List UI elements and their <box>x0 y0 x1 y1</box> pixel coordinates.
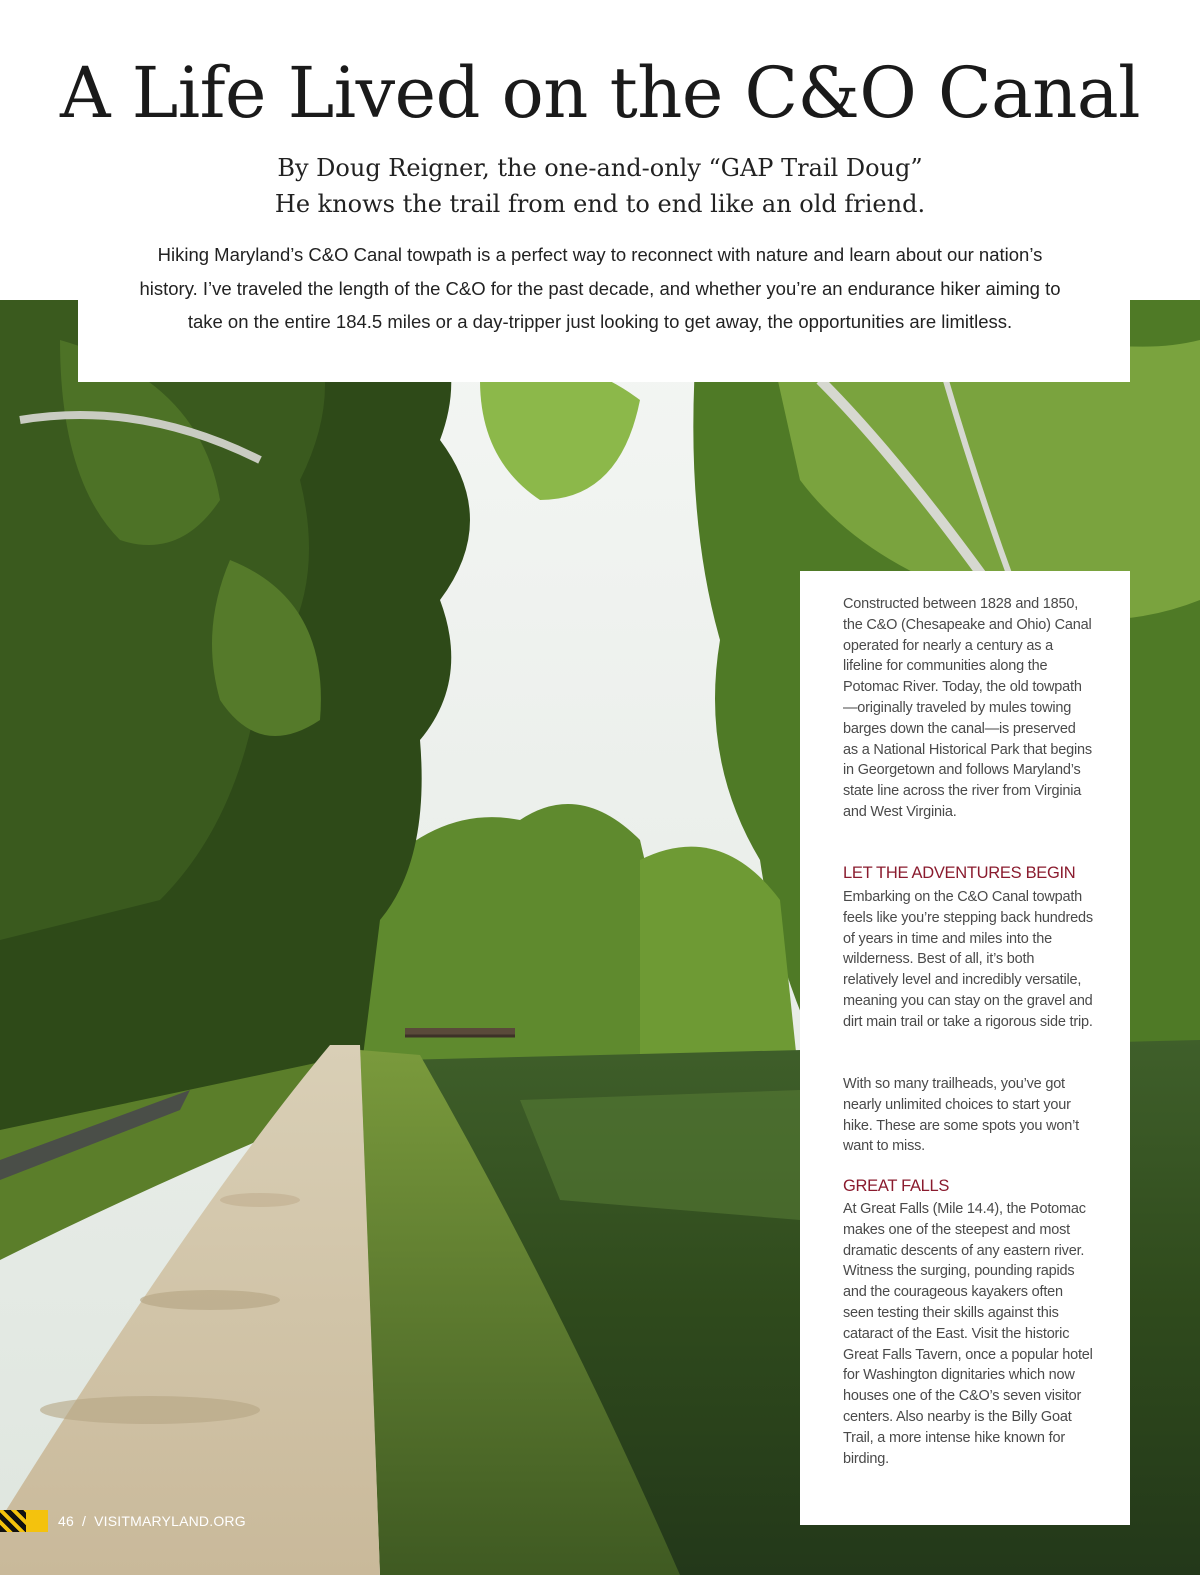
sidebar-paragraph-embarking: Embarking on the C&O Canal towpath feels like you’re stepping back hundreds of years in time and miles into the wilderness. Best of all, it’s both relatively level and incredibly versatile, meaning you can stay on the gravel and dirt main trail or take a rigorous side trip. <box>843 889 1093 1030</box>
heading-adventures: LET THE ADVENTURES BEGIN <box>843 864 1076 882</box>
sidebar-paragraph-great-falls: At Great Falls (Mile 14.4), the Potomac makes one of the steepest and most dramatic descents of any eastern river. Witness the surging, pounding rapids and the courageous kayakers often seen testing their skills against this cataract of the East. Visit the historic Great Falls Tavern, once a popular hotel for Washington dignitaries which now houses one of the C&O’s seven visitor centers. Also nearby is the Billy Goat Trail, a more intense hike known for birding. <box>843 1201 1093 1467</box>
page-title: A Life Lived on the C&O Canal <box>59 52 1141 134</box>
page-footer <box>0 1509 246 1533</box>
byline: By Doug Reigner, the one-and-only “GAP Trail Doug” <box>277 154 923 182</box>
page-number: 46 <box>58 1513 74 1529</box>
maryland-flag-icon <box>0 1510 48 1532</box>
heading-great-falls: GREAT FALLS <box>843 1177 950 1195</box>
footer-separator: / <box>81 1513 87 1529</box>
sidebar-paragraph-history: Constructed between 1828 and 1850, the C&O (Chesapeake and Ohio) Canal operated for nearly a century as a lifeline for communities along the Potomac River. Today, the old towpath—originally traveled by mules towing barges down the canal—is preserved as a National Historical Park that begins in Georgetown and follows Maryland’s state line across the river from Virginia and West Virginia. <box>843 596 1092 820</box>
intro-paragraph: Hiking Maryland’s C&O Canal towpath is a perfect way to reconnect with nature and learn about our nation’s history. I’ve traveled the length of the C&O for the past decade, and whether you’re an endurance hiker aiming to take on the entire 184.5 miles or a day-tripper just looking to get away, the opportunities are limitless. <box>139 244 1061 332</box>
sidebar-paragraph-trailheads: With so many trailheads, you’ve got nearly unlimited choices to start your hike. These are some spots you won’t want to miss. <box>843 1076 1079 1155</box>
subtitle: He knows the trail from end to end like an old friend. <box>274 190 926 218</box>
footer-site-link[interactable]: VISITMARYLAND.ORG <box>94 1513 246 1529</box>
